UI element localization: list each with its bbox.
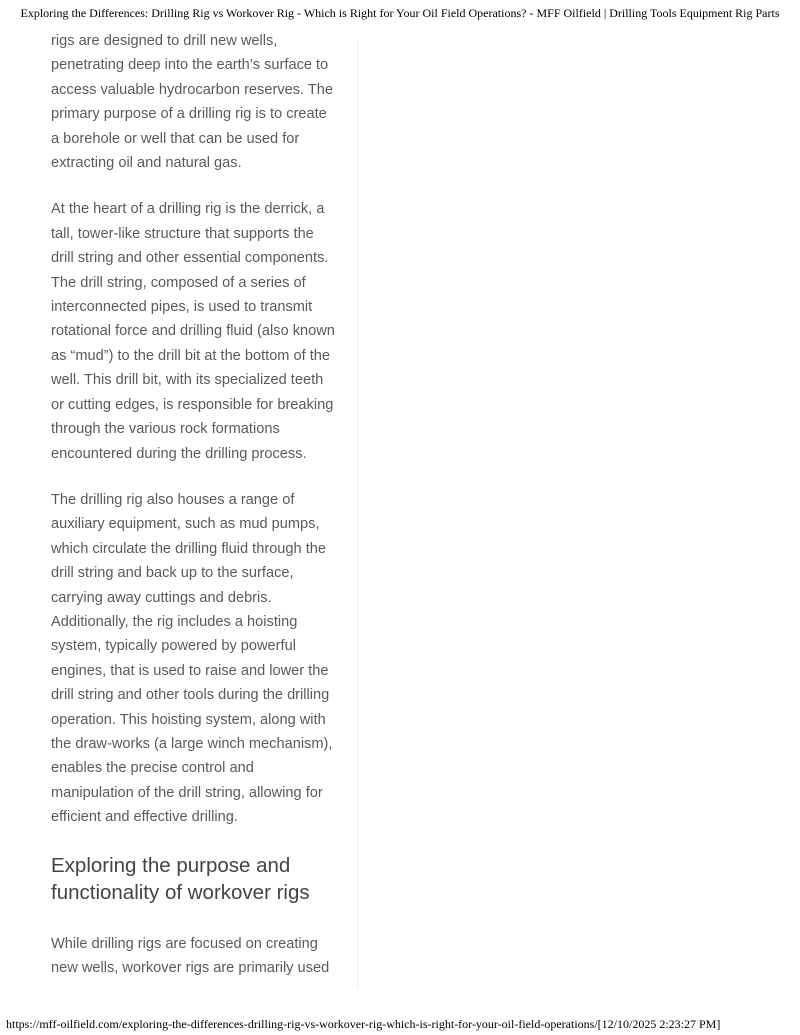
sidebar-divider	[357, 40, 358, 988]
section-heading-workover-rigs: Exploring the purpose and functionality of workover rigs	[51, 853, 310, 904]
article-paragraph-4: While drilling rigs are focused on creating new wells, workover rigs are primarily used	[51, 935, 330, 976]
article-paragraph-3: The drilling rig also houses a range of auxiliary equipment, such as mud pumps, which circulate the drilling fluid through the drill string and back up to the surface, carrying away cuttings and debris. Additionally, the rig includes a hoisting system, typically powered by powerful engines, that is used to raise and lower the drill string and other tools during the drilling operation. This hoisting system, along with the draw-works (a large winch mechanism), enables the precise control and manipulation of the drill string, allowing for efficient and effective drilling.	[51, 491, 333, 826]
article-body	[51, 29, 336, 1002]
article-paragraph-2: At the heart of a drilling rig is the derrick, a tall, tower-like structure that supports the drill string and other essential components. The drill string, composed of a series of interconnected pipes, is used to transmit rotational force and drilling fluid (also known as “mud”) to the drill bit at the bottom of the well. This drill bit, with its specialized teeth or cutting edges, is responsible for breaking through the various rock formations encountered during the drilling process.	[51, 201, 335, 462]
print-footer-url: https://mff-oilfield.com/exploring-the-differences-drilling-rig-vs-workover-rig-which-is-right-for-your-oil-field-operations/[12/10/2025 2:23:27 PM]	[6, 1017, 721, 1031]
print-header-title: Exploring the Differences: Drilling Rig vs Workover Rig - Which is Right for Your Oil Field Operations? - MFF Oilfield | Drilling Tools Equipment Rig Parts	[20, 6, 780, 20]
article-paragraph-1: rigs are designed to drill new wells, penetrating deep into the earth’s surface to access valuable hydrocarbon reserves. The primary purpose of a drilling rig is to create a borehole or well that can be used for extracting oil and natural gas.	[51, 33, 334, 172]
